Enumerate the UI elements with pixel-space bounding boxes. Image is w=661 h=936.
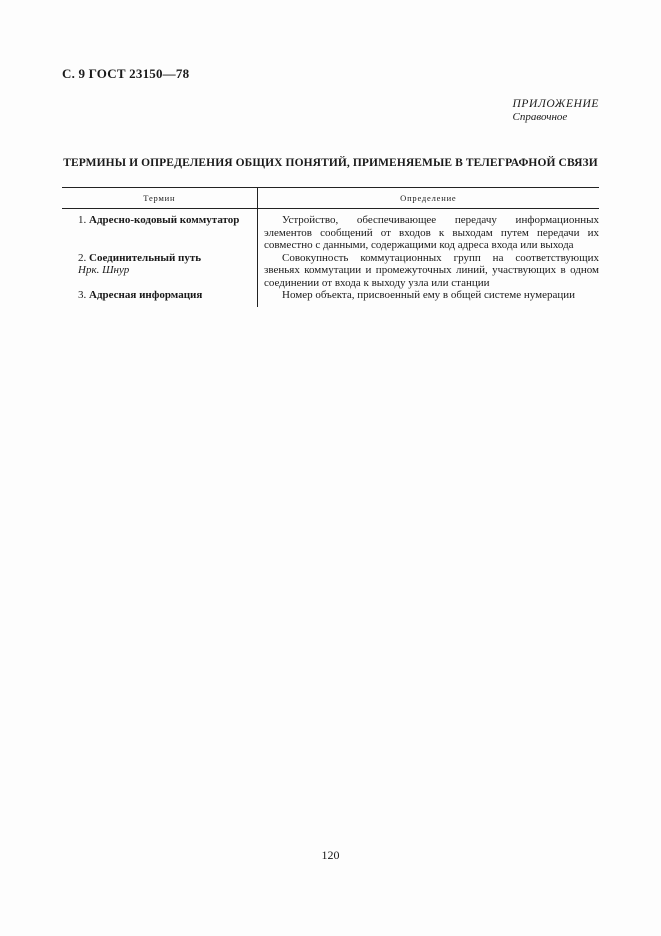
term-name: Соединительный путь: [89, 251, 202, 264]
term-number: 3.: [78, 289, 87, 301]
table-header: [62, 187, 599, 209]
appendix-label: [513, 98, 599, 123]
document-reference: С. 9 ГОСТ 23150—78: [62, 66, 190, 81]
appendix-subtitle: Справочное: [512, 111, 568, 123]
definition-cell: Совокупность коммутационных групп на соответствующих звеньях коммутации и промежуточных линий, участвующих в одном соединении от входа к выходу узла или станции: [264, 251, 599, 289]
terms-table: [62, 187, 599, 302]
term-number: 2.: [78, 251, 87, 264]
table-body: [62, 209, 599, 302]
term-cell: [62, 214, 257, 252]
table-row: [62, 252, 599, 290]
header-term: Термин: [62, 188, 258, 208]
definition-cell: Номер объекта, присвоенный ему в общей системе нумерации: [282, 289, 576, 301]
header-definition: Определение: [400, 193, 457, 203]
term-number: 1.: [78, 214, 87, 226]
table-row: [62, 209, 599, 252]
section-title: ТЕРМИНЫ И ОПРЕДЕЛЕНИЯ ОБЩИХ ПОНЯТИЙ, ПРИМЕНЯЕМЫЕ В ТЕЛЕГРАФНОЙ СВЯЗИ: [63, 157, 598, 169]
definition-cell: Устройство, обеспечивающее передачу информационных элементов сообщений от входов к выходам путем передачи их совместно с данными, содержащими код адреса входа или выхода: [264, 214, 599, 251]
page-number: 120: [321, 848, 340, 862]
term-name: Адресно-кодовый коммутатор: [89, 214, 240, 226]
table-row: [62, 289, 599, 302]
term-note: Нрк. Шнур: [78, 264, 130, 276]
term-name: Адресная информация: [89, 289, 203, 301]
term-cell: [62, 289, 257, 302]
appendix-title: ПРИЛОЖЕНИЕ: [512, 98, 599, 110]
term-cell: [62, 252, 257, 290]
